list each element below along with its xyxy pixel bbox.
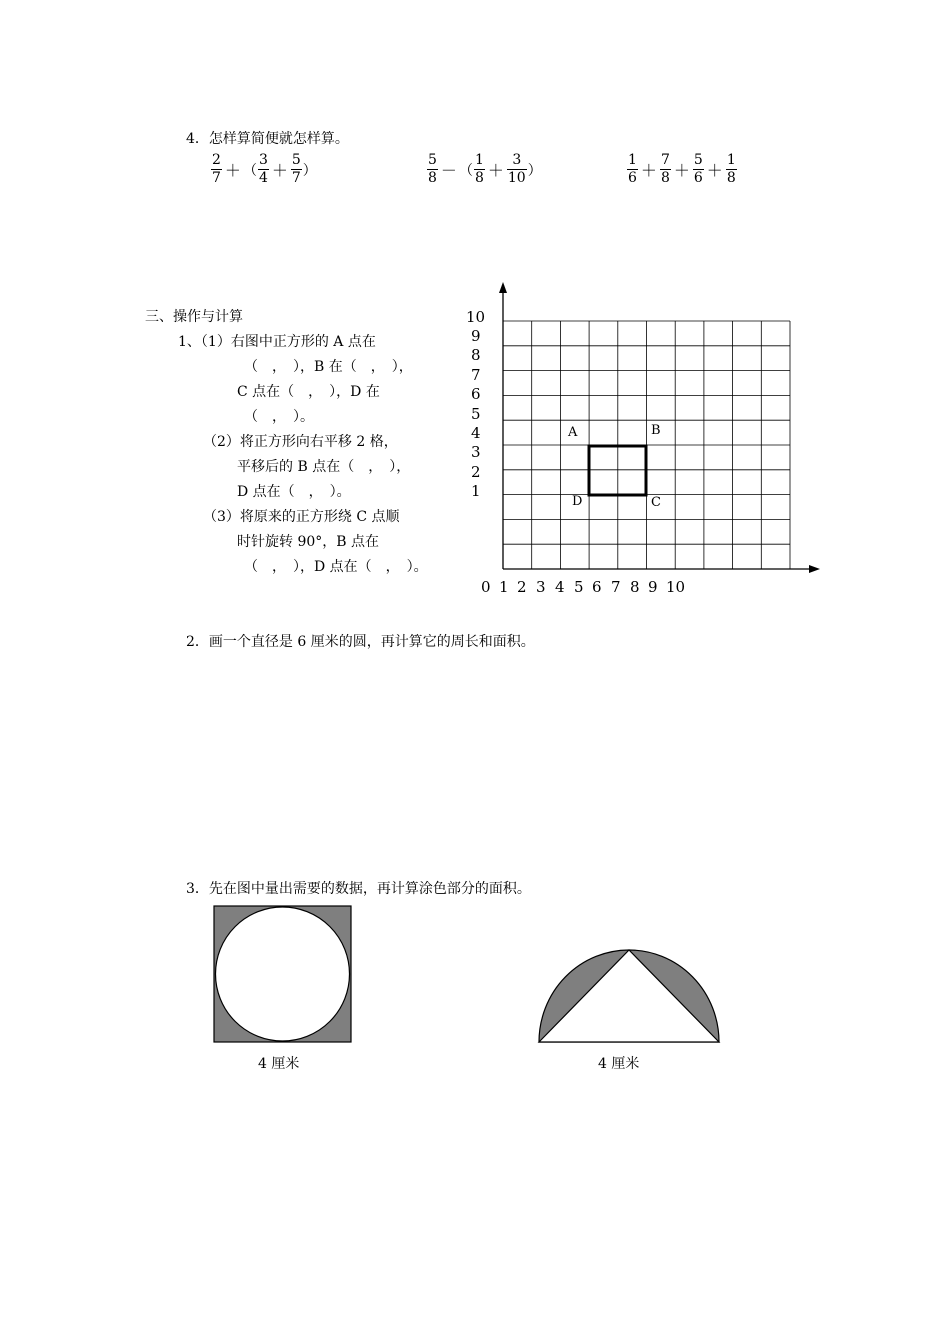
y-tick-label: 1: [471, 482, 481, 500]
y-tick-label: 4: [471, 424, 481, 442]
x-tick-label: 6: [592, 578, 602, 596]
inscribed-circle: [216, 907, 350, 1041]
operator: －: [440, 161, 457, 180]
part3-heading: 三、操作与计算: [145, 309, 243, 325]
y-tick-label: 9: [471, 327, 481, 345]
q1-line8: （3）将原来的正方形绕 C 点顺: [203, 509, 400, 525]
grid-svg: [460, 280, 830, 610]
expression-1: [210, 152, 317, 187]
left-paren: （: [242, 162, 257, 179]
figure2-caption: 4 厘米: [598, 1056, 640, 1072]
operator: ＋: [224, 161, 241, 180]
operator: ＋: [673, 161, 690, 180]
coordinate-grid: [460, 280, 830, 610]
x-tick-label: 4: [555, 578, 565, 596]
fraction: $\frac{1}{6}$: [628, 152, 637, 186]
x-tick-label: 2: [517, 578, 527, 596]
y-tick-label: 8: [471, 346, 481, 364]
x-tick-label: 10: [666, 578, 686, 596]
x-axis-arrow-icon: [809, 565, 820, 573]
operator: ＋: [706, 161, 723, 180]
q1-line6: 平移后的 B 点在（ ， ），: [237, 459, 411, 475]
q1-line3: C 点在（ ， ），D 在: [237, 384, 380, 400]
fraction: $\frac{5}{8}$: [428, 152, 437, 186]
fraction: $\frac{1}{8}$: [474, 152, 484, 186]
x-tick-label: 1: [499, 578, 509, 596]
y-tick-label: 3: [471, 443, 481, 461]
y-tick-label: 7: [471, 366, 481, 384]
fraction: $\frac{5}{7}$: [291, 152, 301, 186]
right-paren: ）: [527, 162, 542, 179]
operator: ＋: [640, 161, 657, 180]
point-label-b: B: [651, 423, 661, 438]
fraction: $\frac{5}{6}$: [693, 152, 703, 186]
y-tick-label: 10: [466, 308, 486, 326]
q1-line5: （2）将正方形向右平移 2 格，: [203, 434, 398, 450]
point-label-c: C: [651, 495, 661, 510]
x-tick-label: 5: [574, 578, 584, 596]
fraction: $\frac{1}{8}$: [726, 152, 736, 186]
fraction: $\frac{7}{8}$: [660, 152, 670, 186]
q1-line10: （ ， ），D 点在（ ， ）。: [244, 559, 428, 575]
right-paren: ）: [302, 162, 317, 179]
figure-semicircle-triangle: [535, 944, 727, 1046]
q3-text: 3．先在图中量出需要的数据，再计算涂色部分的面积。: [186, 881, 531, 897]
x-tick-label: 0: [481, 578, 491, 596]
point-label-d: D: [572, 494, 583, 509]
q1-line9: 时针旋转 90°，B 点在: [237, 534, 380, 550]
fraction: $\frac{3}{4}$: [258, 152, 268, 186]
y-axis-arrow-icon: [499, 282, 507, 293]
x-tick-label: 8: [630, 578, 640, 596]
q1-line4: （ ， ）。: [244, 409, 314, 425]
expression-3: [626, 152, 738, 187]
left-paren: （: [458, 162, 473, 179]
x-tick-label: 3: [536, 578, 546, 596]
operator: ＋: [487, 161, 504, 180]
y-tick-label: 5: [471, 405, 481, 423]
q1-line2: （ ， ），B 在（ ， ），: [244, 359, 413, 375]
x-tick-label: 7: [611, 578, 621, 596]
section4-heading: 4．怎样算简便就怎样算。: [186, 131, 349, 147]
fraction: $\frac{2}{7}$: [212, 152, 221, 186]
figure1-caption: 4 厘米: [258, 1056, 300, 1072]
figure-square-circle: [212, 904, 354, 1044]
q1-line7: D 点在（ ， ）。: [237, 484, 351, 500]
operator: ＋: [271, 161, 288, 180]
fraction: $\frac{3}{10}$: [507, 152, 526, 186]
x-tick-label: 9: [648, 578, 658, 596]
y-tick-label: 2: [471, 463, 481, 481]
y-tick-label: 6: [471, 385, 481, 403]
expression-2: [426, 152, 542, 187]
q1-line1: 1、（1）右图中正方形的 A 点在: [178, 334, 376, 350]
point-label-a: A: [568, 425, 578, 440]
q2-text: 2．画一个直径是 6 厘米的圆，再计算它的周长和面积。: [186, 634, 535, 650]
